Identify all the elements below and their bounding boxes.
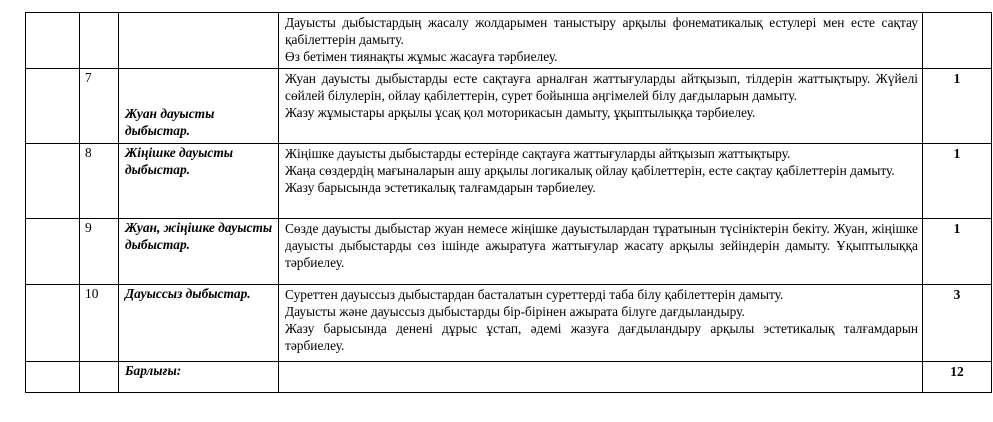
description-cell: [279, 362, 923, 393]
table-row: [26, 219, 992, 285]
description-cell: [279, 285, 923, 362]
hours-cell: [923, 144, 992, 219]
description-line: Жуан дауысты дыбыстарды есте сақтауға арналған жаттығуларды айтқызып, тілдерін жаттықтыру. Жүйелі сөйлей білулерін, ойлау қабілеттерін, сурет бойынша әңгімелей білу дағдыларын дамыту.: [285, 71, 918, 103]
description-cell: [279, 219, 923, 285]
margin-cell: [26, 362, 80, 393]
row-number: 7: [80, 69, 119, 144]
table-row: [26, 69, 992, 144]
description-line: Дауысты және дауыссыз дыбыстарды бір-бірінен ажырата білуге дағдыландыру.: [285, 304, 745, 319]
description-line: Жазу жұмыстары арқылы ұсақ қол моторикасын дамыту, ұқыптылыққа тәрбиелеу.: [285, 105, 756, 120]
description-line: Жазу барысында денені дұрыс ұстап, әдемі жазуға дағдыландыру арқылы эстетикалық талғамдарын тәрбиелеу.: [285, 321, 918, 353]
hours-value: 1: [953, 71, 961, 86]
margin-cell: [26, 219, 80, 285]
margin-cell: [26, 69, 80, 144]
topic-cell: [119, 69, 279, 144]
row-number: 9: [80, 219, 119, 285]
hours-cell: [923, 13, 992, 69]
total-label: Барлығы:: [119, 362, 279, 393]
topic-text: Дауыссыз дыбыстар.: [125, 286, 251, 301]
description-line: Дауысты дыбыстардың жасалу жолдарымен таныстыру арқылы фонематикалық естулері мен есте сақтау қабілеттерін дамыту.: [285, 15, 918, 47]
row-number: 10: [80, 285, 119, 362]
description-cell: [279, 144, 923, 219]
hours-cell: [923, 69, 992, 144]
description-line: Суреттен дауыссыз дыбыстардан басталатын суреттерді таба білу қабілеттерін дамыту.: [285, 287, 784, 302]
row-number: [80, 13, 119, 69]
row-number: [80, 362, 119, 393]
hours-value: 3: [953, 287, 961, 302]
total-row: [26, 362, 992, 393]
hours-cell: [923, 285, 992, 362]
topic-text: Жіңішке дауысты дыбыстар.: [125, 145, 234, 177]
margin-cell: [26, 285, 80, 362]
total-hours: [923, 362, 992, 393]
description-line: Жазу барысында эстетикалық талғамдарын тәрбиелеу.: [285, 180, 596, 195]
description-line: Өз бетімен тиянақты жұмыс жасауға тәрбиелеу.: [285, 49, 558, 64]
row-number: 8: [80, 144, 119, 219]
hours-value: 1: [953, 146, 961, 161]
description-cell: [279, 69, 923, 144]
hours-value: 1: [953, 221, 961, 236]
topic-cell: [119, 13, 279, 69]
table-row: [26, 13, 992, 69]
topic-cell: [119, 285, 279, 362]
topic-text: Жуан дауысты дыбыстар.: [125, 106, 215, 138]
description-line: Жіңішке дауысты дыбыстарды естерінде сақтауға жаттығуларды айтқызып жаттықтыру.: [285, 146, 791, 161]
topic-cell: [119, 219, 279, 285]
description-cell: [279, 13, 923, 69]
topic-text: Жуан, жіңішке дауысты дыбыстар.: [125, 220, 273, 252]
topic-cell: [119, 144, 279, 219]
description-line: Сөзде дауысты дыбыстар жуан немесе жіңішке дауыстылардан тұратынын түсініктерін бекіту. Жуан, жіңішке дауысты дыбыстарды сөз ішінде ажыратуға жаттығулар жасату арқылы зейіндерін дамыту. Ұқыптылыққа тәрбиелеу.: [285, 221, 918, 270]
margin-cell: [26, 13, 80, 69]
description-line: Жаңа сөздердің мағыналарын ашу арқылы логикалық ойлау қабілеттерін, есте сақтау қабілеттерін дамыту.: [285, 163, 895, 178]
hours-value: 12: [950, 364, 964, 379]
lesson-plan-table: [25, 12, 992, 393]
table-row: [26, 144, 992, 219]
hours-cell: [923, 219, 992, 285]
margin-cell: [26, 144, 80, 219]
table-row: [26, 285, 992, 362]
